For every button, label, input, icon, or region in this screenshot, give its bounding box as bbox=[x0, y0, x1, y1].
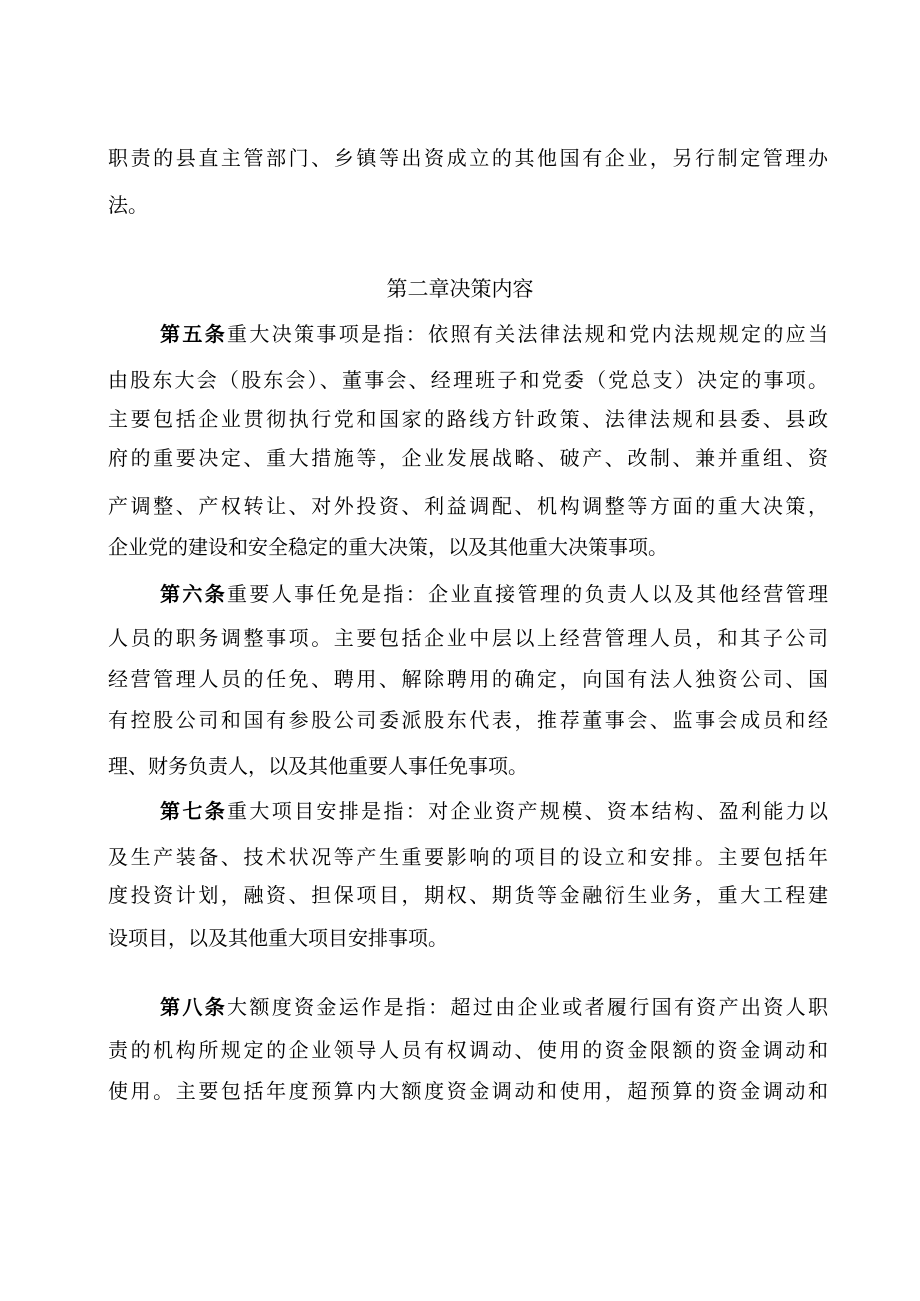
article-7-line: 及生产装备、技术状况等产生重要影响的项目的设立和安排。主要包括年 bbox=[108, 845, 828, 869]
article-7-line: 度投资计划，融资、担保项目，期权、期货等金融衍生业务，重大工程建 bbox=[108, 883, 828, 907]
article-7-first-line bbox=[160, 797, 828, 825]
article-5-line: 产调整、产权转让、对外投资、利益调配、机构调整等方面的重大决策， bbox=[108, 494, 828, 518]
article-5-line: 府的重要决定、重大措施等，企业发展战略、破产、改制、兼并重组、资 bbox=[108, 446, 828, 470]
article-8-line: 使用。主要包括年度预算内大额度资金调动和使用，超预算的资金调动和 bbox=[108, 1079, 828, 1103]
article-8-line: 责的机构所规定的企业领导人员有权调动、使用的资金限额的资金调动和 bbox=[108, 1038, 828, 1062]
article-6-line: 理、财务负责人，以及其他重要人事任免事项。 bbox=[108, 754, 528, 778]
article-8-label: 第八条 bbox=[160, 995, 228, 1019]
article-5-first-text: 重大决策事项是指：依照有关法律法规和党内法规规定的应当 bbox=[227, 322, 829, 346]
article-5-line: 由股东大会（股东会）、董事会、经理班子和党委（党总支）决定的事项。 bbox=[108, 368, 828, 392]
article-6-line: 人员的职务调整事项。主要包括企业中层以上经营管理人员，和其子公司 bbox=[108, 626, 828, 650]
intro-line-2: 法。 bbox=[108, 193, 148, 217]
article-5-first-line bbox=[160, 320, 828, 348]
article-6-first-text: 重要人事任免是指：企业直接管理的负责人以及其他经营管理 bbox=[227, 582, 829, 606]
article-5-line: 主要包括企业贯彻执行党和国家的路线方针政策、法律法规和县委、县政 bbox=[108, 407, 828, 431]
article-7-line: 设项目，以及其他重大项目安排事项。 bbox=[108, 926, 448, 950]
article-6-line: 经营管理人员的任免、聘用、解除聘用的确定，向国有法人独资公司、国 bbox=[108, 667, 828, 691]
article-6-label: 第六条 bbox=[160, 582, 228, 606]
article-5-line: 企业党的建设和安全稳定的重大决策，以及其他重大决策事项。 bbox=[108, 535, 668, 559]
chapter-title: 第二章决策内容 bbox=[386, 277, 534, 301]
article-7-label: 第七条 bbox=[160, 799, 228, 823]
article-6-line: 有控股公司和国有参股公司委派股东代表，推荐董事会、监事会成员和经 bbox=[108, 708, 828, 732]
article-5-label: 第五条 bbox=[160, 322, 228, 346]
article-7-first-text: 重大项目安排是指：对企业资产规模、资本结构、盈利能力以 bbox=[227, 799, 829, 823]
article-8-first-text: 大额度资金运作是指：超过由企业或者履行国有资产出资人职 bbox=[227, 995, 829, 1019]
article-6-first-line bbox=[160, 580, 828, 608]
intro-line-1: 职责的县直主管部门、乡镇等出资成立的其他国有企业，另行制定管理办 bbox=[108, 146, 828, 170]
article-8-first-line bbox=[160, 993, 828, 1021]
